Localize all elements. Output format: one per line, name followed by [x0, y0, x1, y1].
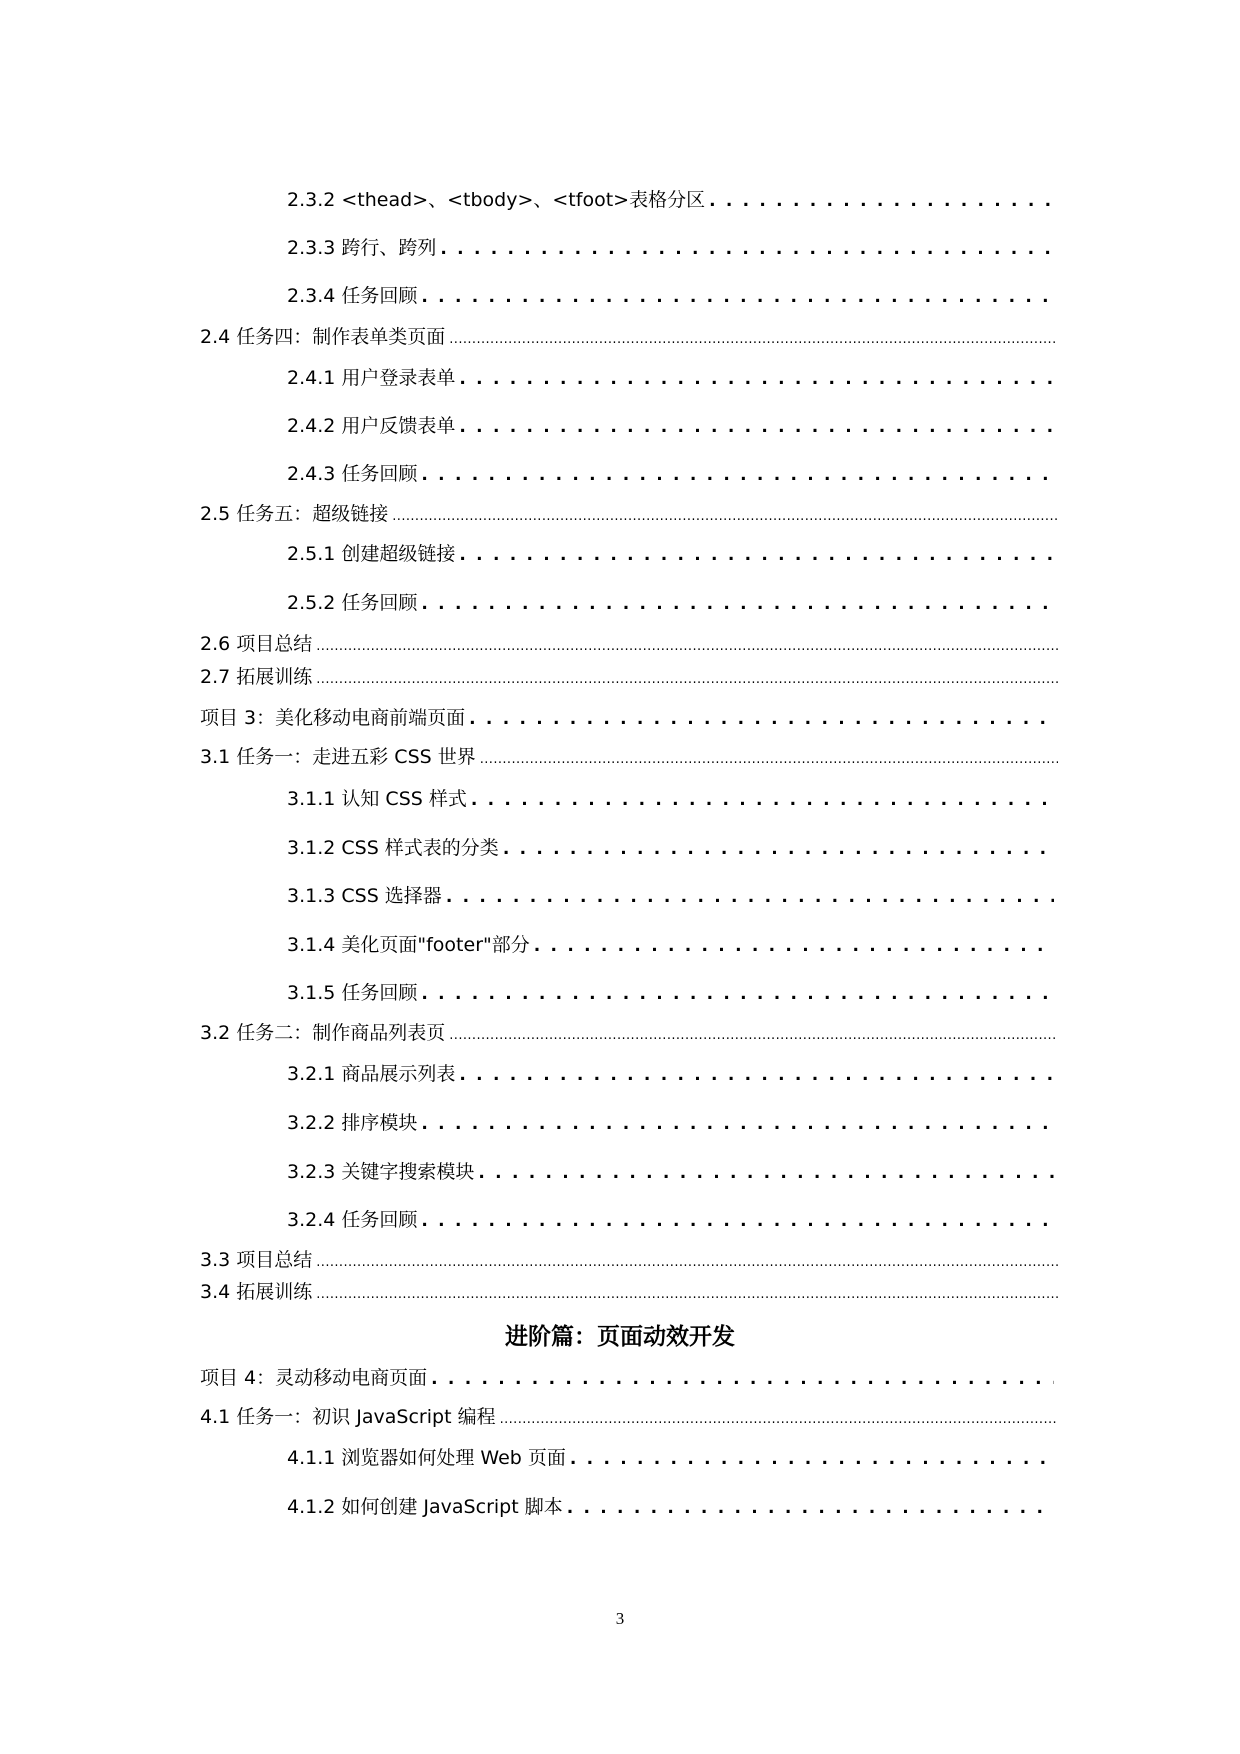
- toc-entry-title: 3.1.2 CSS 样式表的分类: [287, 837, 499, 859]
- toc-entry-title: 2.4.1 用户登录表单: [287, 367, 456, 389]
- toc-entry[interactable]: [287, 591, 1054, 616]
- toc-entry-title: 2.4.3 任务回顾: [287, 463, 418, 485]
- toc-entry-title: 3.1.1 认知 CSS 样式: [287, 788, 467, 810]
- toc-entry[interactable]: [287, 236, 1054, 261]
- toc-entry-title: 3.1 任务一：走进五彩 CSS 世界: [200, 746, 476, 768]
- toc-entry[interactable]: [287, 1495, 1054, 1520]
- toc-entry[interactable]: [287, 542, 1054, 567]
- toc-entry[interactable]: [200, 706, 1054, 731]
- toc-entry-title: 3.2.1 商品展示列表: [287, 1063, 456, 1085]
- toc-entry-title: 项目 3：美化移动电商前端页面: [200, 707, 466, 729]
- toc-entry-title: 2.7 拓展训练: [200, 666, 313, 688]
- toc-entry-title: 3.2.3 关键字搜索模块: [287, 1161, 475, 1183]
- dot-leader: [392, 502, 1058, 529]
- toc-entry-title: 3.1.5 任务回顾: [287, 982, 418, 1004]
- dot-leader: [534, 933, 1054, 958]
- dot-leader: [503, 836, 1054, 861]
- dot-leader: [421, 462, 1054, 487]
- toc-entry-title: 2.3.3 跨行、跨列: [287, 237, 437, 259]
- toc-entry-title: 2.6 项目总结: [200, 633, 313, 655]
- dot-leader: [500, 1405, 1058, 1432]
- dot-leader: [446, 884, 1054, 909]
- toc-entry[interactable]: [287, 836, 1054, 861]
- toc-entry[interactable]: [200, 1280, 1058, 1307]
- toc-entry[interactable]: [287, 884, 1054, 909]
- dot-leader: [709, 188, 1054, 213]
- dot-leader: [469, 706, 1054, 731]
- toc-entry[interactable]: [287, 462, 1054, 487]
- toc-entry[interactable]: [200, 502, 1058, 529]
- toc-entry[interactable]: [200, 1248, 1058, 1275]
- toc-entry[interactable]: [287, 1062, 1054, 1087]
- toc-entry[interactable]: [200, 665, 1058, 692]
- toc-entry[interactable]: [200, 632, 1058, 659]
- toc-entry[interactable]: [200, 1366, 1054, 1391]
- dot-leader: [440, 236, 1054, 261]
- toc-entry[interactable]: [287, 284, 1054, 309]
- toc-entry-title: 2.4 任务四：制作表单类页面: [200, 326, 446, 348]
- toc-entry[interactable]: [287, 366, 1054, 391]
- dot-leader: [421, 981, 1054, 1006]
- toc-entry-title: 2.3.2 <thead>、<tbody>、<tfoot>表格分区: [287, 189, 706, 211]
- toc-entry[interactable]: [287, 933, 1054, 958]
- dot-leader: [316, 632, 1058, 659]
- toc-entry-title: 2.5.1 创建超级链接: [287, 543, 456, 565]
- toc-entry[interactable]: [287, 1446, 1054, 1471]
- dot-leader: [421, 591, 1054, 616]
- toc-entry-title: 4.1.2 如何创建 JavaScript 脚本: [287, 1496, 563, 1518]
- dot-leader: [471, 787, 1054, 812]
- dot-leader: [316, 665, 1058, 692]
- toc-entry[interactable]: [287, 787, 1054, 812]
- toc-entry-title: 3.1.3 CSS 选择器: [287, 885, 442, 907]
- toc-entry-title: 3.2.2 排序模块: [287, 1112, 418, 1134]
- toc-entry-title: 3.2 任务二：制作商品列表页: [200, 1022, 446, 1044]
- toc-entry[interactable]: [200, 745, 1058, 772]
- toc-entry-title: 3.1.4 美化页面"footer"部分: [287, 934, 530, 956]
- dot-leader: [570, 1446, 1054, 1471]
- toc-entry[interactable]: [287, 1111, 1054, 1136]
- dot-leader: [478, 1160, 1054, 1185]
- dot-leader: [421, 1208, 1054, 1233]
- toc-entry[interactable]: [287, 1160, 1054, 1185]
- toc-entry[interactable]: [200, 1405, 1058, 1432]
- toc-entry-title: 4.1.1 浏览器如何处理 Web 页面: [287, 1447, 566, 1469]
- dot-leader: [449, 1021, 1058, 1048]
- dot-leader: [459, 414, 1054, 439]
- dot-leader: [459, 542, 1054, 567]
- dot-leader: [459, 1062, 1054, 1087]
- toc-entry-title: 项目 4：灵动移动电商页面: [200, 1367, 428, 1389]
- toc-entry-title: 3.4 拓展训练: [200, 1281, 313, 1303]
- toc-entry[interactable]: [287, 981, 1054, 1006]
- toc-entry-title: 2.5 任务五：超级链接: [200, 503, 389, 525]
- dot-leader: [480, 745, 1058, 772]
- toc-entry[interactable]: [287, 188, 1054, 213]
- dot-leader: [316, 1248, 1058, 1275]
- toc-entry[interactable]: [200, 1021, 1058, 1048]
- toc-entry-title: 4.1 任务一：初识 JavaScript 编程: [200, 1406, 496, 1428]
- toc-entry-title: 2.4.2 用户反馈表单: [287, 415, 456, 437]
- toc-entry-title: 3.3 项目总结: [200, 1249, 313, 1271]
- dot-leader: [421, 1111, 1054, 1136]
- dot-leader: [459, 366, 1054, 391]
- toc-entry[interactable]: [287, 414, 1054, 439]
- dot-leader: [316, 1280, 1058, 1307]
- toc-entry-title: 2.5.2 任务回顾: [287, 592, 418, 614]
- part-title: 进阶篇：页面动效开发: [505, 1323, 735, 1350]
- toc-entry-title: 3.2.4 任务回顾: [287, 1209, 418, 1231]
- toc-entry-title: 2.3.4 任务回顾: [287, 285, 418, 307]
- dot-leader: [421, 284, 1054, 309]
- page-number: 3: [615, 1609, 625, 1628]
- dot-leader: [431, 1366, 1054, 1391]
- toc-entry[interactable]: [200, 325, 1058, 352]
- dot-leader: [567, 1495, 1054, 1520]
- dot-leader: [449, 325, 1058, 352]
- toc-entry[interactable]: [287, 1208, 1054, 1233]
